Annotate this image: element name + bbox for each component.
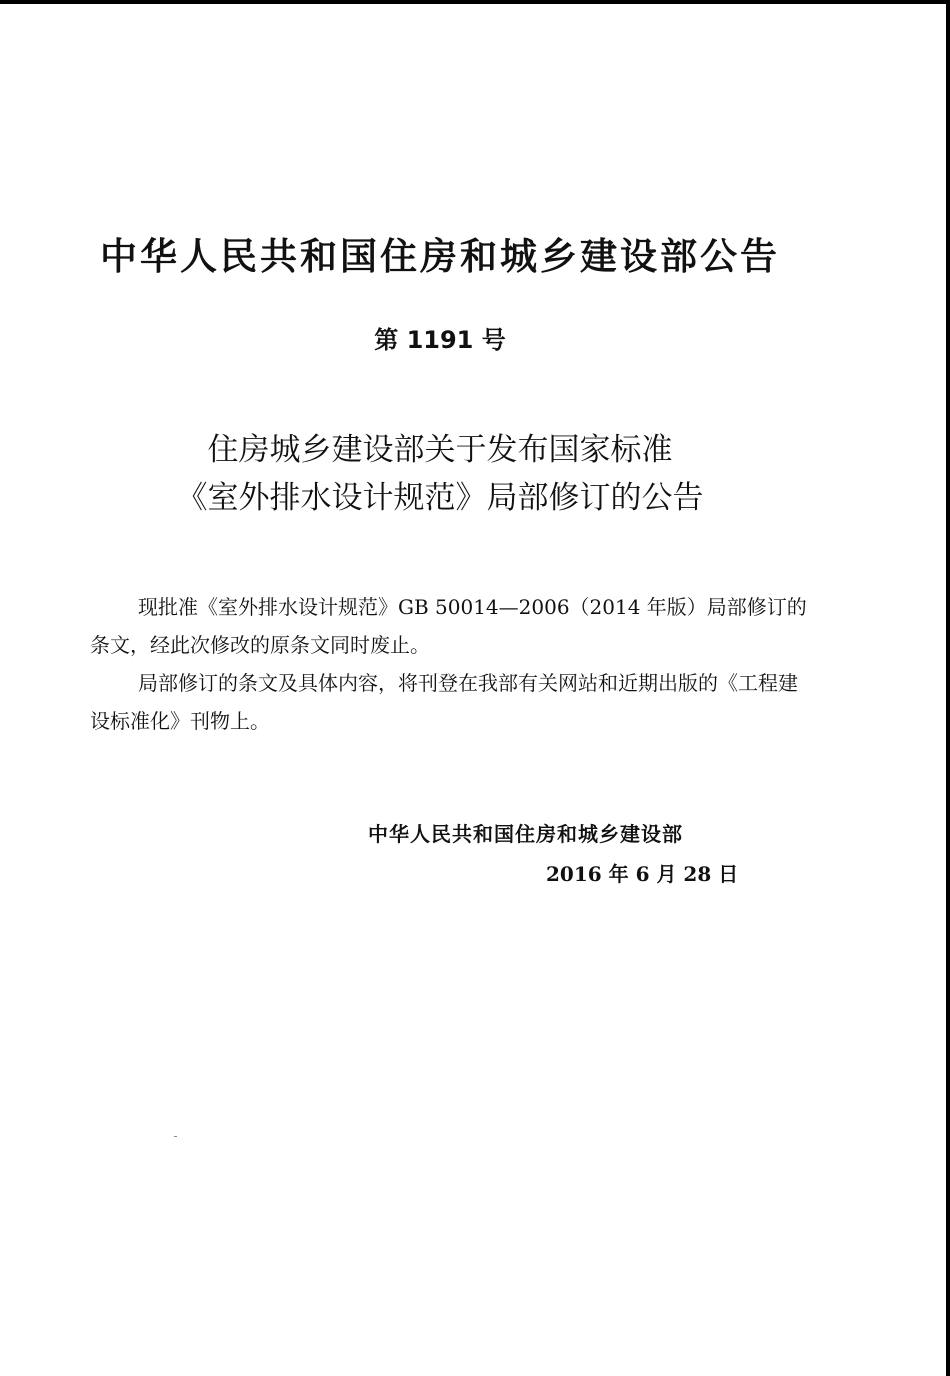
scan-edge-top — [0, 0, 950, 4]
scan-edge-right — [946, 0, 950, 1376]
issue-date: 2016 年 6 月 28 日 — [546, 862, 739, 886]
body-paragraph-2: 局部修订的条文及具体内容，将刊登在我部有关网站和近期出版的《工程建设标准化》刊物上。 — [90, 671, 798, 733]
announcement-title: 中华人民共和国住房和城乡建设部公告 — [100, 235, 780, 278]
notice-heading-line-2: 《室外排水设计规范》局部修订的公告 — [176, 480, 704, 516]
announcement-number: 第 1191 号 — [374, 326, 506, 354]
issuing-authority: 中华人民共和国住房和城乡建设部 — [368, 822, 683, 846]
notice-heading — [0, 426, 880, 522]
notice-heading-line-1: 住房城乡建设部关于发布国家标准 — [207, 432, 673, 468]
body-paragraph-1: 现批准《室外排水设计规范》GB 50014—2006（2014 年版）局部修订的条文，经此次修改的原条文同时废止。 — [90, 595, 807, 657]
notice-body — [90, 588, 810, 740]
scan-speck — [174, 1136, 177, 1137]
